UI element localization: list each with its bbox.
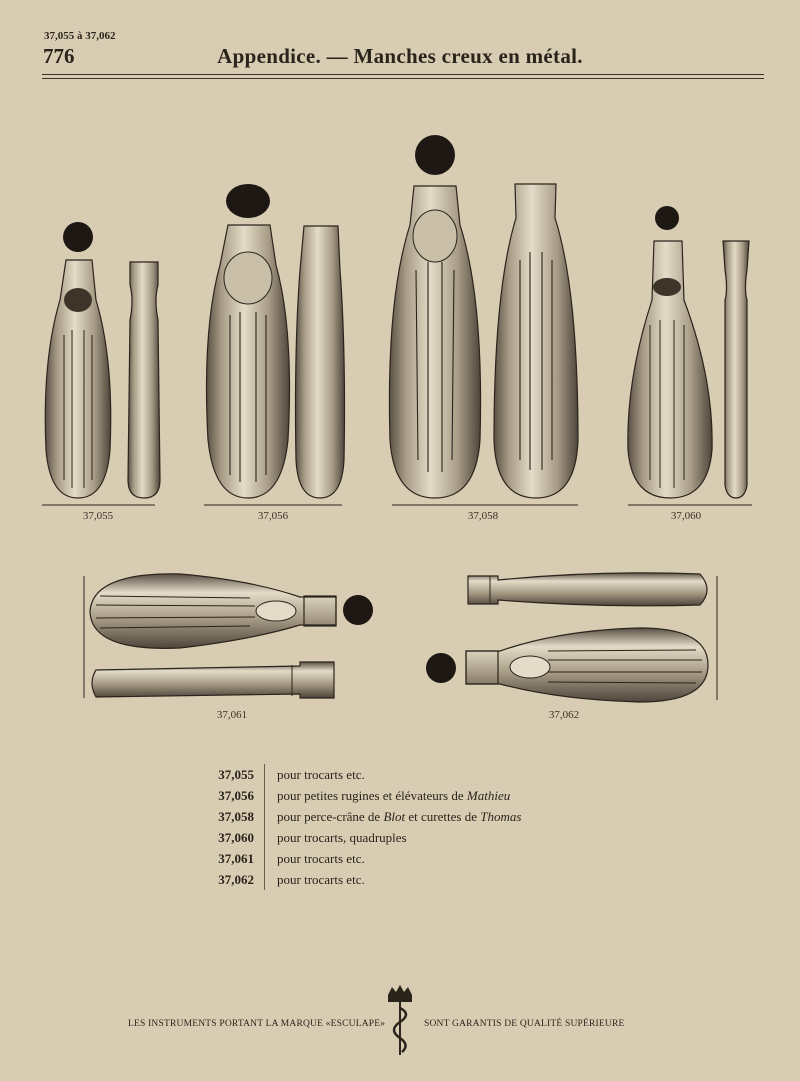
item-code: 37,062 (210, 869, 265, 890)
legend-row (210, 827, 521, 848)
figure-label: 37,062 (548, 709, 580, 721)
item-description: pour trocarts etc. (277, 766, 365, 782)
item-code: 37,055 (210, 764, 265, 785)
handle-end-disc (226, 184, 270, 218)
socket-opening (653, 278, 681, 296)
handle-end-disc (426, 653, 456, 683)
author-name: Blot (383, 808, 406, 824)
item-description: pour perce-crâne de Blot et curettes de Thomas (277, 808, 522, 824)
legend-row (210, 764, 521, 785)
legend-row (210, 785, 521, 806)
item-description: pour trocarts, quadruples (277, 829, 407, 845)
handle-side (468, 573, 707, 606)
footer-right: SONT GARANTIS DE QUALITÉ SUPÉRIEURE (424, 1019, 625, 1029)
crown-icon (388, 985, 412, 1002)
handle-end-disc (63, 222, 93, 252)
handle-side (92, 662, 334, 698)
item-range: 37,055 à 37,062 (44, 30, 116, 42)
figure-label: 37,058 (467, 510, 499, 522)
esculape-emblem (388, 985, 412, 1055)
handle-front (90, 574, 336, 648)
handle-side (494, 184, 578, 498)
legend-row (210, 869, 521, 890)
handle-side (128, 262, 160, 498)
page-title: Appendice. — Manches creux en métal. (217, 44, 583, 68)
legend-table (210, 764, 521, 890)
figure-label: 37,061 (216, 709, 248, 721)
handle-front (466, 628, 708, 702)
legend-row (210, 848, 521, 869)
handle-37058 (389, 135, 578, 505)
handle-37056 (204, 184, 345, 505)
handle-37055 (42, 222, 160, 505)
author-name: Mathieu (466, 787, 511, 803)
item-code: 37,061 (210, 848, 265, 869)
figure-label: 37,056 (257, 510, 289, 522)
legend-row (210, 806, 521, 827)
handle-37062 (426, 573, 717, 702)
item-code: 37,056 (210, 785, 265, 806)
item-description: pour trocarts etc. (277, 871, 365, 887)
figure-label: 37,055 (82, 510, 114, 522)
figure-label: 37,060 (670, 510, 702, 522)
handle-37060 (628, 206, 752, 505)
socket-opening (224, 252, 272, 304)
handle-side (723, 241, 749, 498)
handle-side (296, 226, 345, 498)
item-description: pour trocarts etc. (277, 850, 365, 866)
author-name: Thomas (480, 808, 522, 824)
socket-opening (64, 288, 92, 312)
footer-left: LES INSTRUMENTS PORTANT LA MARQUE «ESCULAPE» (128, 1019, 386, 1029)
handle-end-disc (343, 595, 373, 625)
handle-37061 (84, 574, 373, 698)
item-code: 37,060 (210, 827, 265, 848)
handle-end-disc (655, 206, 679, 230)
page-number: 776 (43, 44, 75, 68)
item-description: pour petites rugines et élévateurs de Mathieu (277, 787, 511, 803)
item-code: 37,058 (210, 806, 265, 827)
socket-opening (413, 210, 457, 262)
handle-end-disc (415, 135, 455, 175)
